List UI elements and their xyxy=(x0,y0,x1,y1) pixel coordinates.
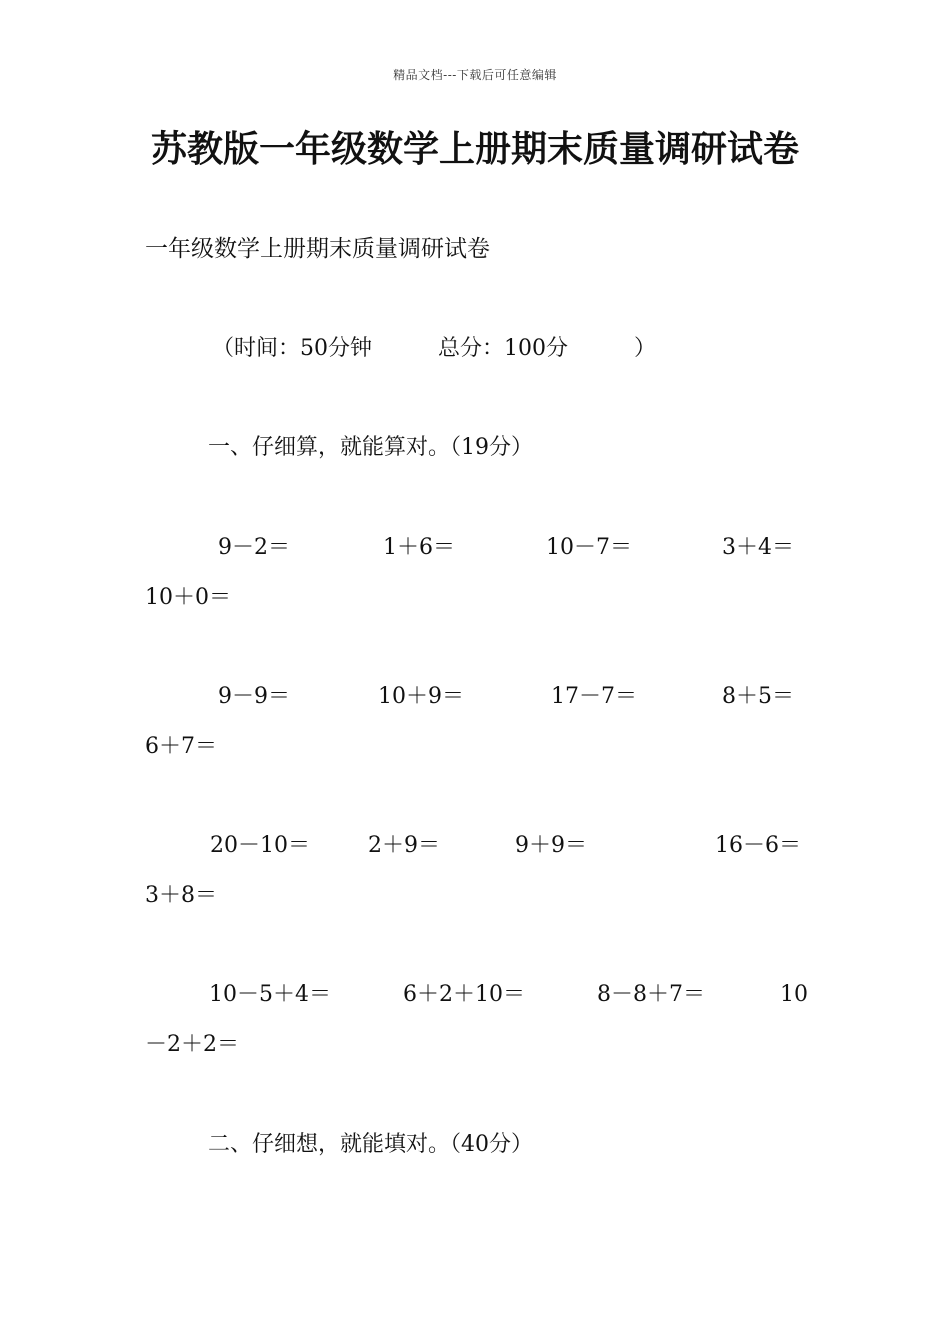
problem: 10 xyxy=(780,982,808,1007)
problem: 3＋4＝ xyxy=(722,535,794,560)
problem: 10＋9＝ xyxy=(378,684,464,709)
document-subtitle: 一年级数学上册期末质量调研试卷 xyxy=(145,236,490,262)
problem: 9－2＝ xyxy=(218,535,290,560)
problem: 10－7＝ xyxy=(546,535,632,560)
problem: 20－10＝ xyxy=(210,833,310,858)
exam-info xyxy=(212,334,656,364)
problem: 9＋9＝ xyxy=(515,833,587,858)
section-1-heading: 一、仔细算，就能算对。（19分） xyxy=(208,435,533,460)
problem: 8＋5＝ xyxy=(722,684,794,709)
problem: 10－5＋4＝ xyxy=(209,982,331,1007)
header-note: 精品文档---下载后可任意编辑 xyxy=(393,68,557,82)
problem: 10＋0＝ xyxy=(145,585,231,610)
problem: 16－6＝ xyxy=(715,833,801,858)
problem: 6＋7＝ xyxy=(145,734,217,759)
problem: 1＋6＝ xyxy=(383,535,455,560)
document-title: 苏教版一年级数学上册期末质量调研试卷 xyxy=(150,129,799,170)
problem: 17－7＝ xyxy=(551,684,637,709)
problem: 6＋2＋10＝ xyxy=(403,982,525,1007)
problem: 2＋9＝ xyxy=(368,833,440,858)
problem: 8－8＋7＝ xyxy=(597,982,705,1007)
problem: 9－9＝ xyxy=(218,684,290,709)
problem: －2＋2＝ xyxy=(145,1032,239,1057)
exam-info-close: ） xyxy=(634,336,657,361)
section-2-heading: 二、仔细想，就能填对。（40分） xyxy=(208,1132,533,1157)
problem: 3＋8＝ xyxy=(145,883,217,908)
exam-time: （时间：50分钟 xyxy=(212,336,372,361)
exam-total-score: 总分：100分 xyxy=(438,336,568,361)
